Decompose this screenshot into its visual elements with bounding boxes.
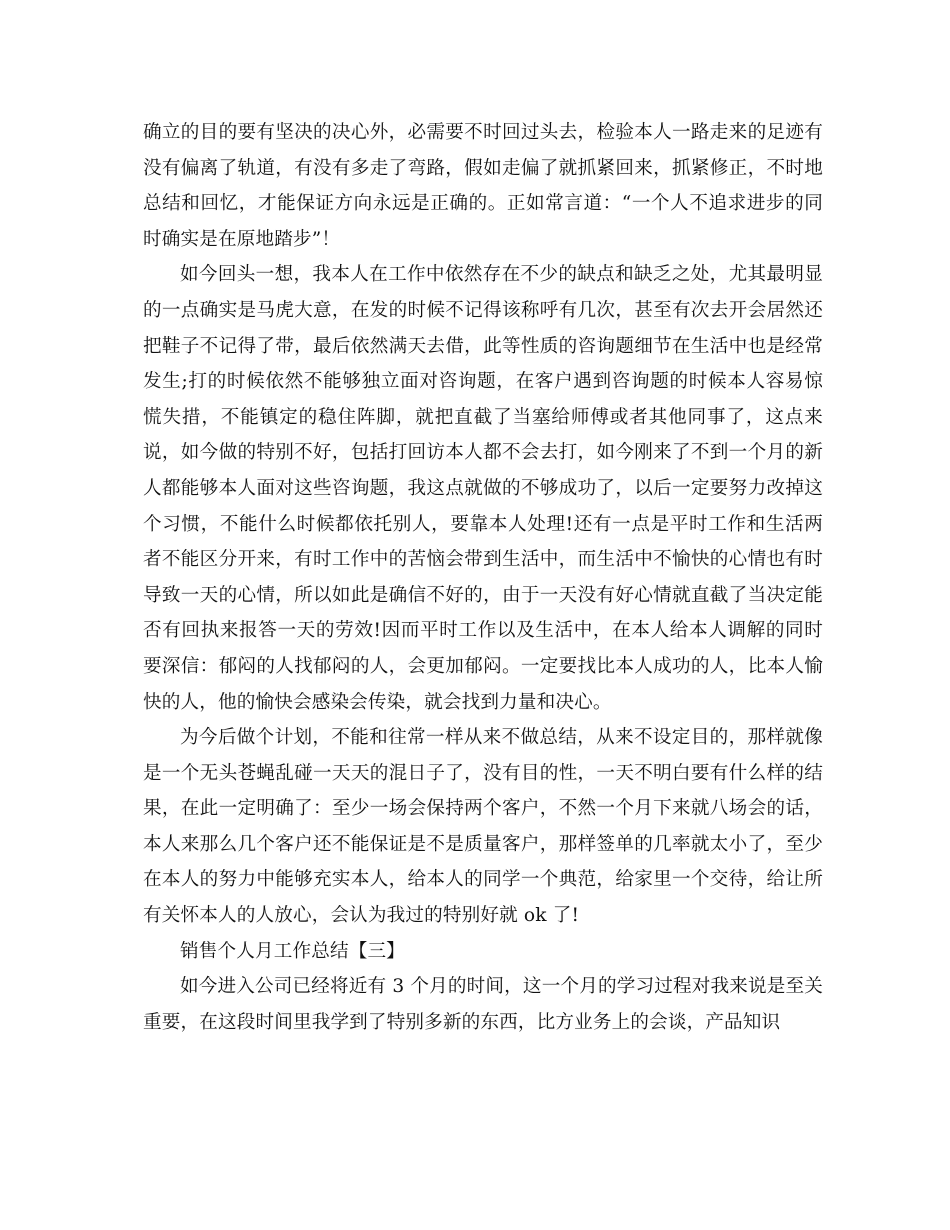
- paragraph-self-review: 如今回头一想，我本人在工作中依然存在不少的缺点和缺乏之处，尤其最明显的一点确实是马虎大意，在发的时候不记得该称呼有几次，甚至有次去开会居然还把鞋子不记得了带，最后依然满天去借，此等性质的咨询题细节在生活中也是经常发生;打的时候依然不能够独立面对咨询题，在客户遇到咨询题的时候本人容易惊慌失措，不能镇定的稳住阵脚，就把直截了当塞给师傅或者其他同事了，这点来说，如今做的特别不好，包括打回访本人都不会去打，如今刚来了不到一个月的新人都能够本人面对这些咨询题，我这点就做的不够成功了，以后一定要努力改掉这个习惯，不能什么时候都依托别人，要靠本人处理!还有一点是平时工作和生活两者不能区分开来，有时工作中的苦恼会带到生活中，而生活中不愉快的心情也有时导致一天的心情，所以如此是确信不好的，由于一天没有好心情就直截了当决定能否有回执来报答一天的劳效!因而平时工作以及生活中，在本人给本人调解的同时要深信：郁闷的人找郁闷的人，会更加郁闷。一定要找比本人成功的人，比本人愉快的人，他的愉快会感染会传染，就会找到力量和决心。: [143, 264, 823, 713]
- paragraph-section-three-intro: 如今进入公司已经将近有 3 个月的时间，这一个月的学习过程对我来说是至关重要，在这段时间里我学到了特别多新的东西，比方业务上的会谈，产品知识: [143, 976, 823, 1033]
- section-heading: 销售个人月工作总结【三】: [180, 940, 405, 962]
- paragraph-continuation: 确立的目的要有坚决的决心外，必需要不时回过头去，检验本人一路走来的足迹有没有偏离了轨道，有没有多走了弯路，假如走偏了就抓紧回来，抓紧修正，不时地总结和回忆，才能保证方向永远是正确的。正如常言道：“一个人不追求进步的同时确实是在原地踏步”！: [143, 122, 823, 250]
- paragraph-future-plan: 为今后做个计划，不能和往常一样从来不做总结，从来不设定目的，那样就像是一个无头苍蝇乱碰一天天的混日子了，没有目的性，一天不明白要有什么样的结果，在此一定明确了：至少一场会保持两个客户，不然一个月下来就八场会的话，本人来那么几个客户还不能保证是不是质量客户，那样签单的几率就太小了，至少在本人的努力中能够充实本人，给本人的同学一个典范，给家里一个交待，给让所有关怀本人的人放心，会认为我过的特别好就 ok 了!: [143, 727, 823, 927]
- document-body: [143, 115, 823, 1040]
